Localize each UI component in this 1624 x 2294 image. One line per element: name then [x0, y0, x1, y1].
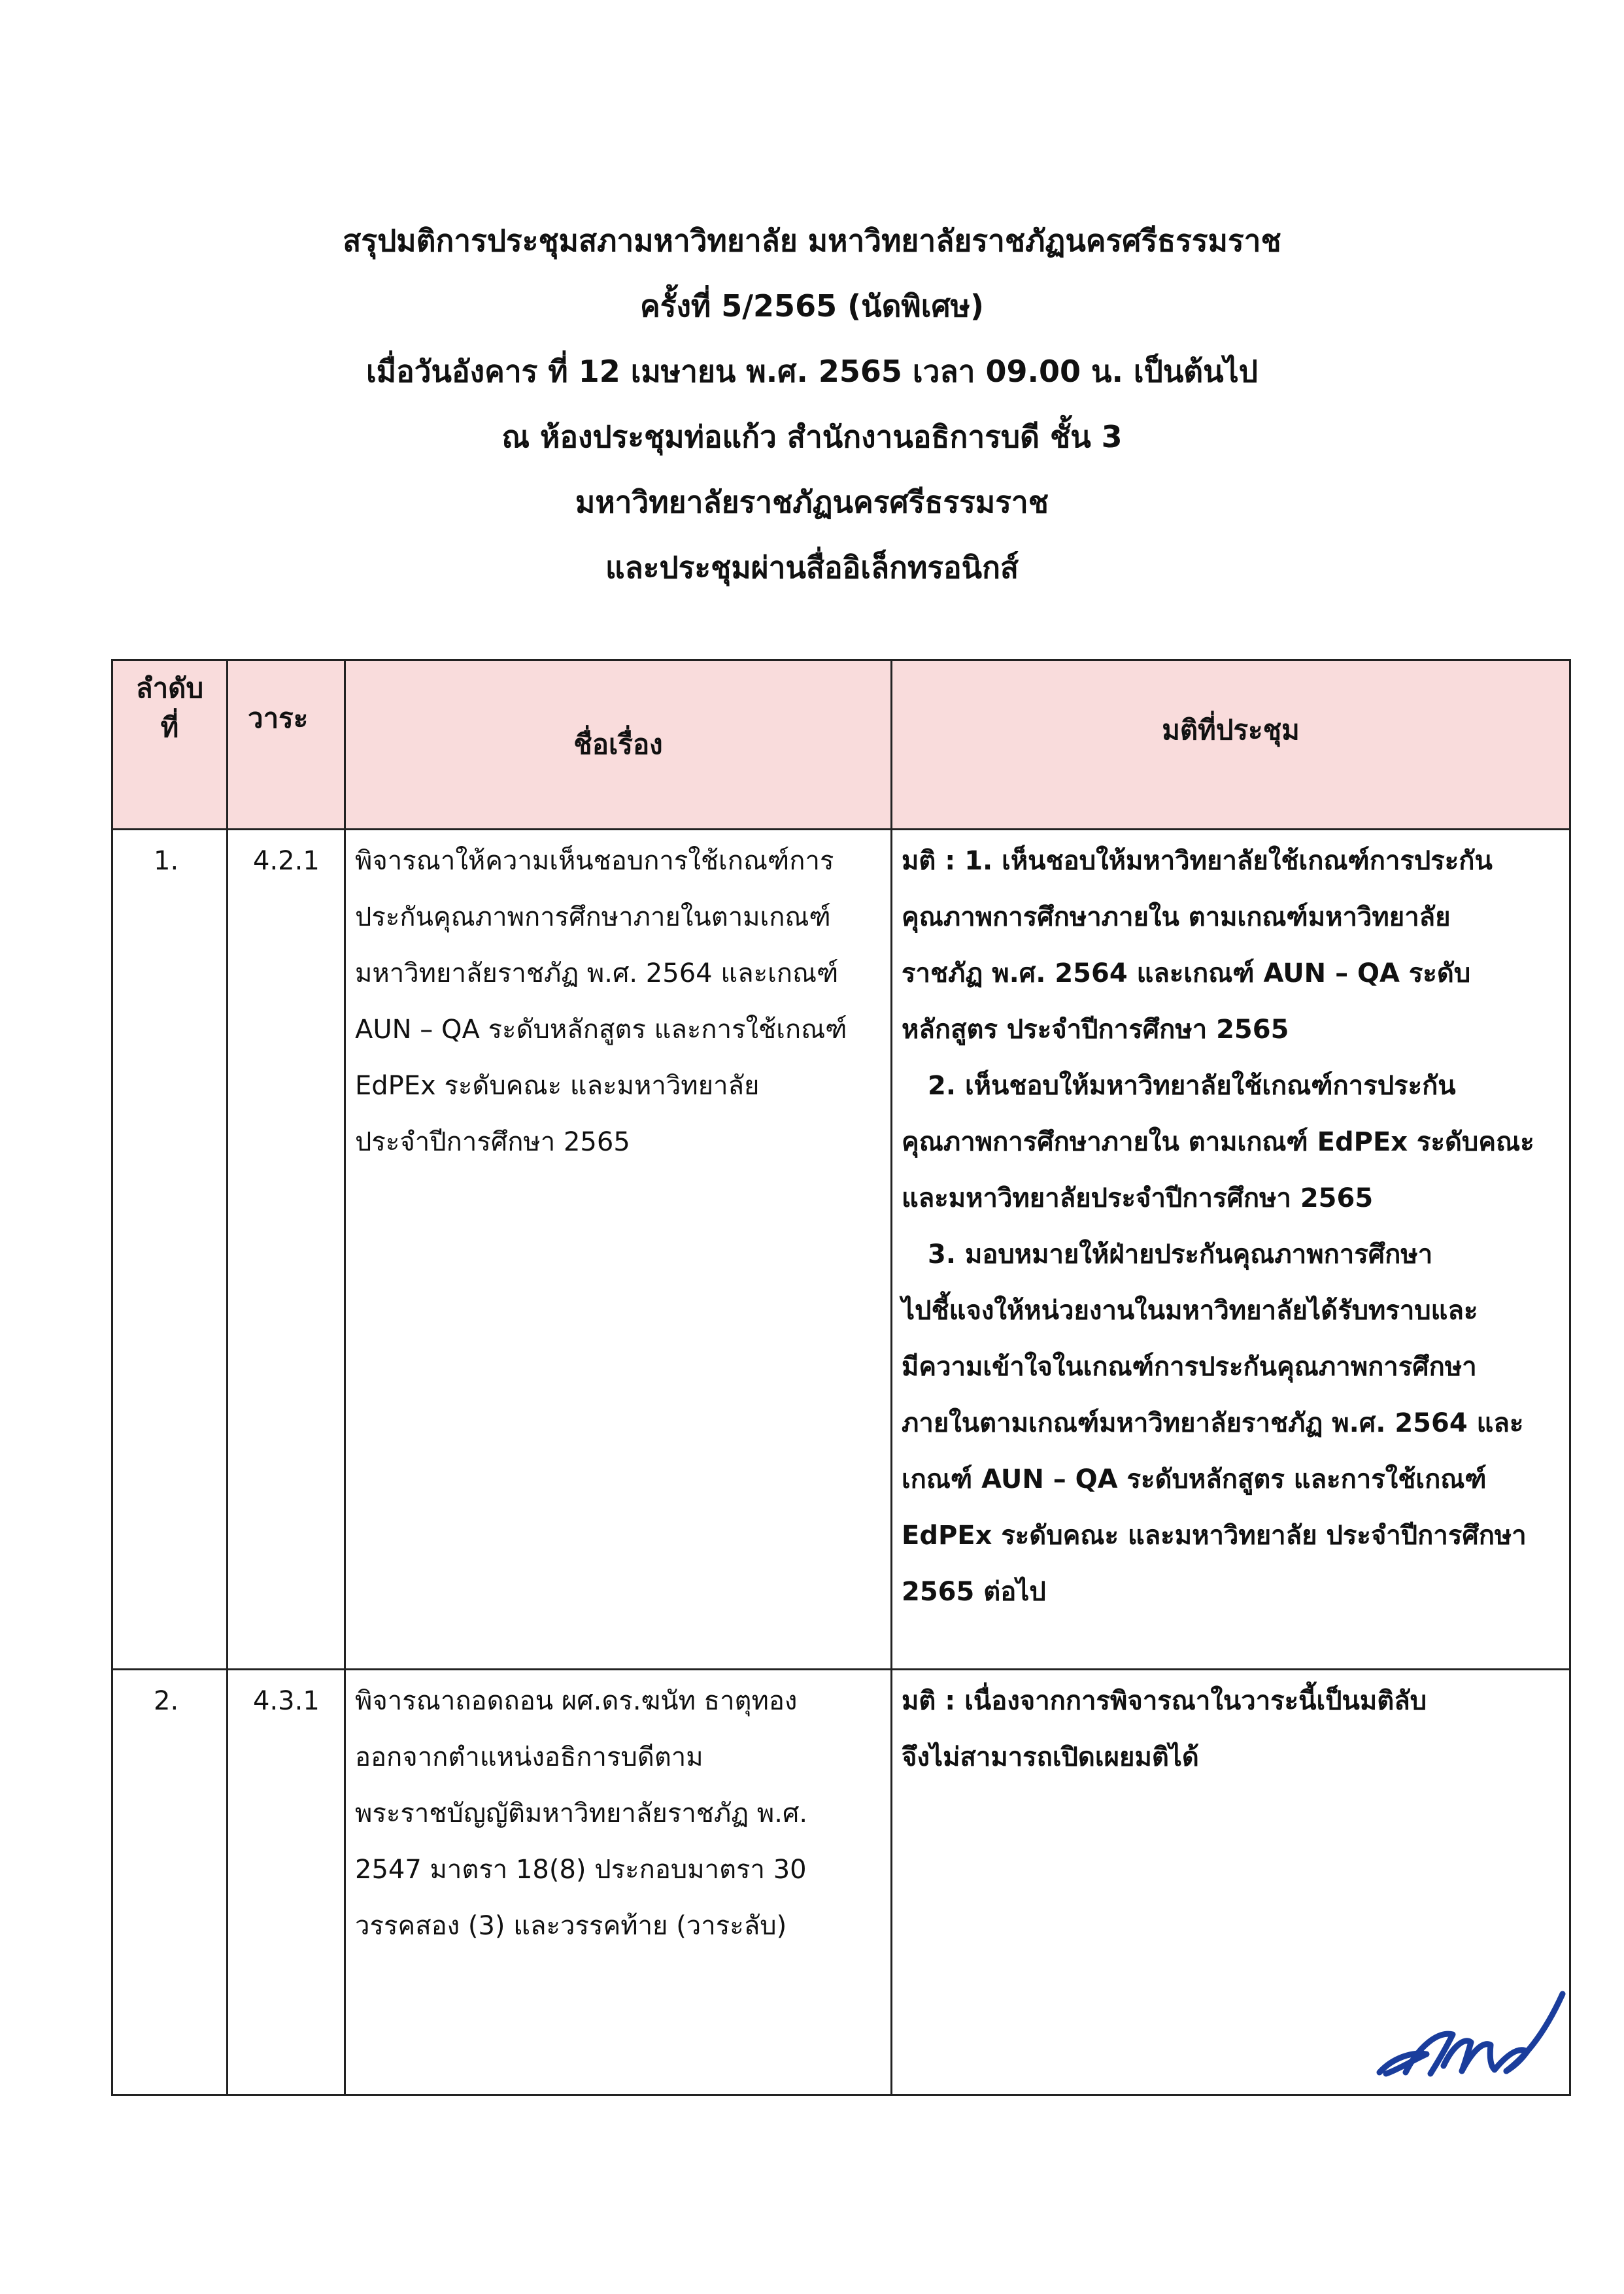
column-header-number [112, 660, 228, 830]
column-header-number-line1: ลำดับ [135, 672, 204, 704]
topic-line: AUN – QA ระดับหลักสูตร และการใช้เกณฑ์ [355, 1015, 847, 1045]
topic-line: วรรคสอง (3) และวรรคท้าย (วาระลับ) [355, 1911, 787, 1941]
topic-line: มหาวิทยาลัยราชภัฏ พ.ศ. 2564 และเกณฑ์ [355, 958, 839, 988]
resolution-line: 2. เห็นชอบให้มหาวิทยาลัยใช้เกณฑ์การประกัน [928, 1071, 1456, 1101]
topic-line: พระราชบัญญัติมหาวิทยาลัยราชภัฏ พ.ศ. [355, 1798, 808, 1829]
resolution-line: คุณภาพการศึกษาภายใน ตามเกณฑ์ EdPEx ระดับคณะ [902, 1127, 1534, 1157]
row-topic [345, 1670, 892, 2095]
row-resolution [892, 830, 1570, 1670]
row-number: 1. [112, 830, 228, 1670]
resolution-line: เกณฑ์ AUN – QA ระดับหลักสูตร และการใช้เกณฑ์ [902, 1464, 1487, 1494]
header-online: และประชุมผ่านสื่ออิเล็กทรอนิกส์ [605, 550, 1019, 585]
resolutions-table [111, 659, 1571, 2096]
row-agenda: 4.3.1 [228, 1670, 345, 2095]
topic-line: 2547 มาตรา 18(8) ประกอบมาตรา 30 [355, 1855, 807, 1885]
resolution-line: จึงไม่สามารถเปิดเผยมติได้ [902, 1742, 1199, 1772]
table-row [112, 1670, 1570, 2095]
topic-line: พิจารณาถอดถอน ผศ.ดร.ฆนัท ธาตุทอง [355, 1686, 798, 1716]
resolution-line: ราชภัฏ พ.ศ. 2564 และเกณฑ์ AUN – QA ระดับ [902, 958, 1471, 988]
resolution-line: มติ : เนื่องจากการพิจารณาในวาระนี้เป็นมติลับ [902, 1686, 1427, 1716]
header-date-time: เมื่อวันอังคาร ที่ 12 เมษายน พ.ศ. 2565 เวลา 09.00 น. เป็นต้นไป [366, 354, 1258, 389]
column-header-resolution: มติที่ประชุม [892, 660, 1570, 830]
header-title: สรุปมติการประชุมสภามหาวิทยาลัย มหาวิทยาลัยราชภัฏนครศรีธรรมราช [343, 223, 1281, 258]
signature-image [1366, 1974, 1576, 2085]
document-header [196, 208, 1428, 600]
header-meeting-number: ครั้งที่ 5/2565 (นัดพิเศษ) [639, 288, 985, 324]
resolution-line: มีความเข้าใจในเกณฑ์การประกันคุณภาพการศึกษา [902, 1352, 1477, 1382]
topic-line: ออกจากตำแหน่งอธิการบดีตาม [355, 1742, 703, 1772]
resolution-line: ภายในตามเกณฑ์มหาวิทยาลัยราชภัฏ พ.ศ. 2564 และ [902, 1408, 1524, 1438]
header-venue: ณ ห้องประชุมท่อแก้ว สำนักงานอธิการบดี ชั้น 3 [501, 419, 1123, 454]
row-topic [345, 830, 892, 1670]
table-header-row [112, 660, 1570, 830]
topic-line: EdPEx ระดับคณะ และมหาวิทยาลัย [355, 1071, 760, 1101]
column-header-number-line2: ที่ [160, 711, 179, 743]
row-agenda: 4.2.1 [228, 830, 345, 1670]
resolution-line: 3. มอบหมายให้ฝ่ายประกันคุณภาพการศึกษา [928, 1240, 1433, 1270]
resolution-line: ไปชี้แจงให้หน่วยงานในมหาวิทยาลัยได้รับทราบและ [902, 1296, 1478, 1326]
topic-line: ประจำปีการศึกษา 2565 [355, 1127, 630, 1157]
topic-line: ประกันคุณภาพการศึกษาภายในตามเกณฑ์ [355, 902, 831, 932]
resolution-line: EdPEx ระดับคณะ และมหาวิทยาลัย ประจำปีการศึกษา [902, 1521, 1527, 1551]
resolution-line: คุณภาพการศึกษาภายใน ตามเกณฑ์มหาวิทยาลัย [902, 902, 1451, 932]
resolution-line: และมหาวิทยาลัยประจำปีการศึกษา 2565 [902, 1183, 1374, 1213]
topic-line: พิจารณาให้ความเห็นชอบการใช้เกณฑ์การ [355, 846, 834, 876]
resolution-line: มติ : 1. เห็นชอบให้มหาวิทยาลัยใช้เกณฑ์การประกัน [902, 846, 1493, 876]
header-institution: มหาวิทยาลัยราชภัฏนครศรีธรรมราช [575, 484, 1049, 520]
table-row [112, 830, 1570, 1670]
resolution-line: 2565 ต่อไป [902, 1577, 1046, 1607]
column-header-topic: ชื่อเรื่อง [345, 660, 892, 830]
resolution-line: หลักสูตร ประจำปีการศึกษา 2565 [902, 1015, 1289, 1045]
row-number: 2. [112, 1670, 228, 2095]
column-header-agenda: วาระ [228, 660, 345, 830]
